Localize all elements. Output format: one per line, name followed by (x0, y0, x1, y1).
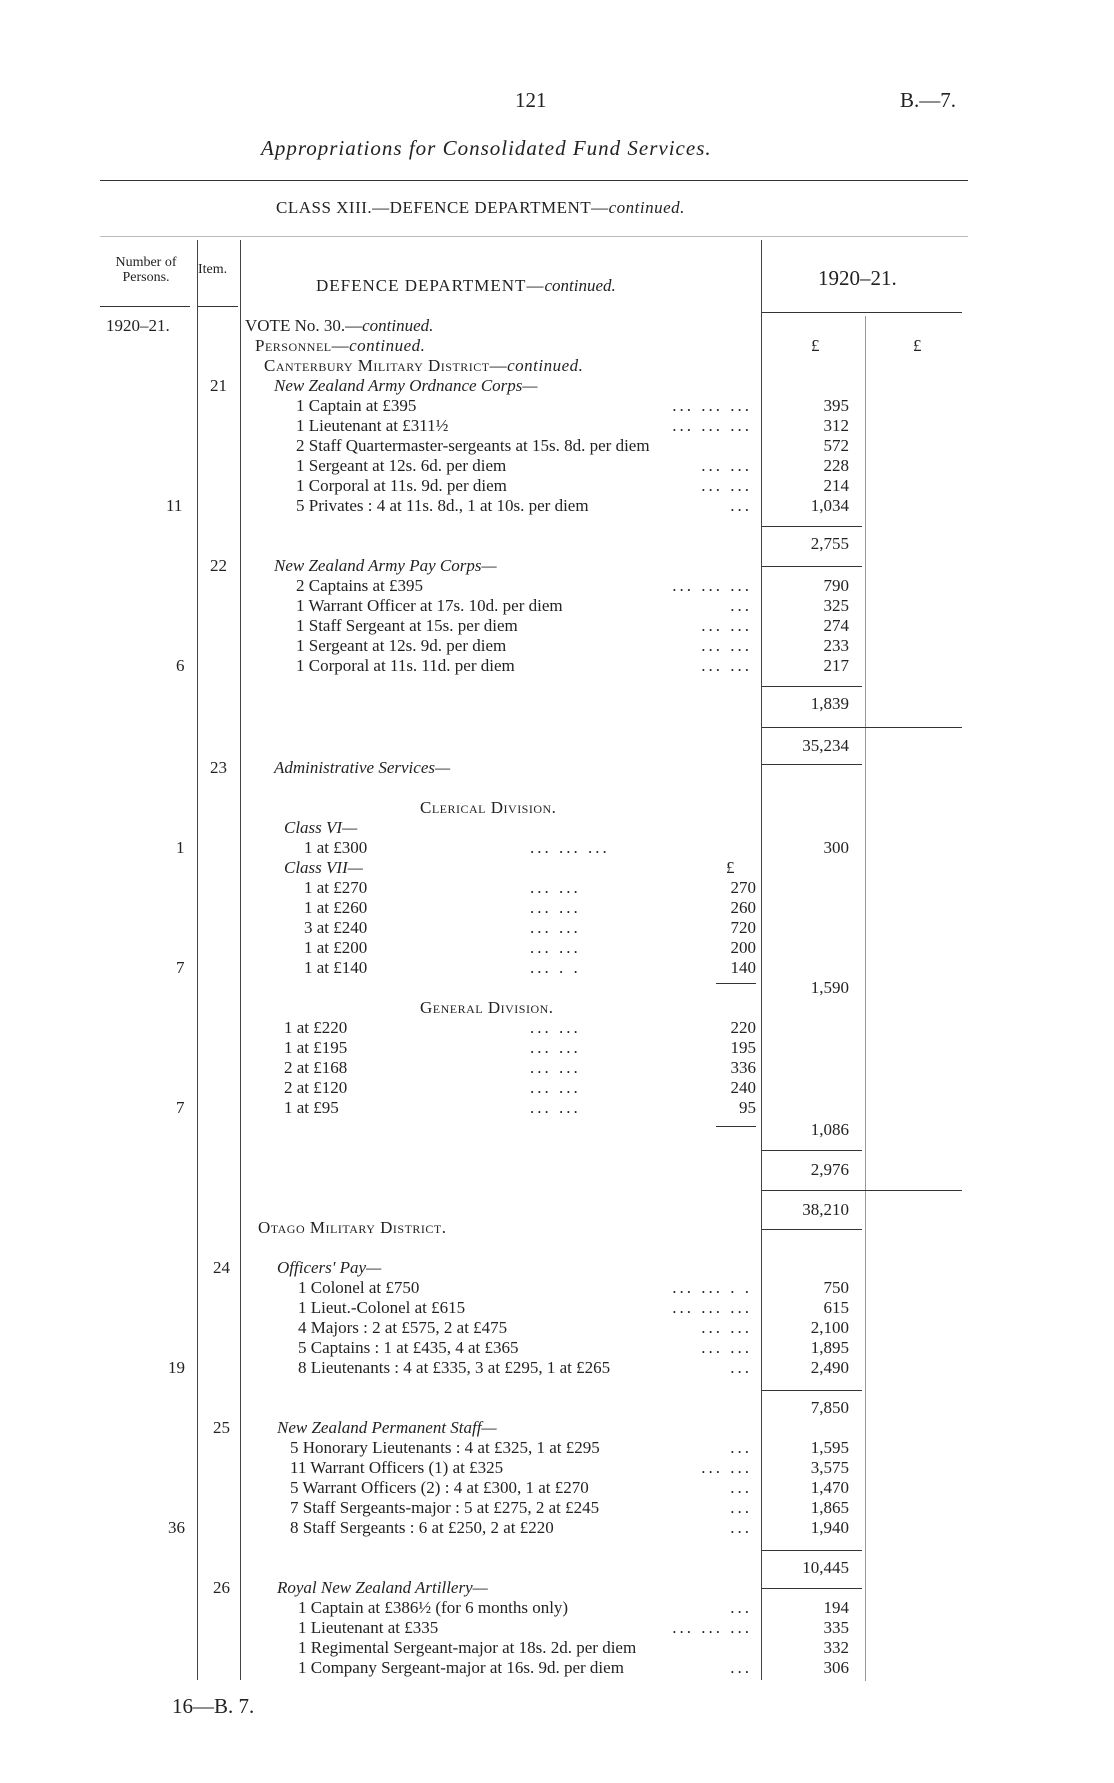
department-header-text: DEFENCE DEPARTMENT— (316, 276, 545, 295)
sub-amount: 200 (730, 938, 756, 957)
class6-row (304, 838, 367, 858)
line-item-amount: 1,470 (810, 1478, 849, 1497)
leader-dots: ... (730, 1478, 752, 1497)
line-item-text: 5 Warrant Officers (2) : 4 at £300, 1 at £270 (290, 1478, 589, 1497)
personnel-heading-suffix: continued. (349, 336, 426, 355)
leader-dots: ... ... (530, 898, 581, 917)
line-item-amount: 790 (823, 576, 849, 595)
subtotal-rule (762, 1550, 862, 1551)
item21-heading: New Zealand Army Ordnance Corps— (274, 376, 538, 395)
line-item-amount: 615 (823, 1298, 849, 1317)
line-item-text: 1 at £195 (284, 1038, 348, 1057)
line-item-text: 1 Lieut.-Colonel at £615 (298, 1298, 466, 1317)
grand-total: 38,210 (802, 1200, 849, 1219)
leader-dots: ... (730, 1438, 752, 1457)
line-item-amount: 217 (823, 656, 849, 675)
class7-label: Class VII— (284, 858, 363, 877)
line-item-amount: 332 (823, 1638, 849, 1657)
sub-amount: 140 (730, 958, 756, 977)
leader-dots: ... (730, 1658, 752, 1677)
line-item-text: 1 at £220 (284, 1018, 348, 1037)
item24-persons: 19 (168, 1358, 185, 1377)
class6-leader-dots: ... ... ... (530, 838, 610, 857)
sub-amount: 720 (730, 918, 756, 937)
item22-heading: New Zealand Army Pay Corps— (274, 556, 497, 575)
line-item-text: 4 Majors : 2 at £575, 2 at £475 (298, 1318, 508, 1337)
item24-total: 7,850 (810, 1398, 849, 1417)
line-item-text: 11 Warrant Officers (1) at £325 (290, 1458, 504, 1477)
page-title: Appropriations for Consolidated Fund Services. (261, 136, 712, 160)
leader-dots: ... . . (530, 958, 581, 977)
sub-amount: 336 (730, 1058, 756, 1077)
amount-column-rule (761, 240, 762, 1680)
line-item-text: 2 at £120 (284, 1078, 348, 1097)
leader-dots: ... ... (701, 1318, 752, 1337)
line-item-text: 8 Lieutenants : 4 at £335, 3 at £295, 1 at £265 (298, 1358, 611, 1377)
leader-dots: ... ... (530, 1078, 581, 1097)
item-number: 22 (210, 556, 227, 575)
general-division-heading: General Division. (420, 998, 554, 1017)
line-item-amount: 1,034 (810, 496, 849, 515)
general-sub-rule (716, 1126, 756, 1127)
leader-dots: ... ... (701, 616, 752, 635)
district-heading-suffix: continued. (507, 356, 584, 375)
leader-dots: ... ... (701, 656, 752, 675)
item25-heading: New Zealand Permanent Staff— (277, 1418, 497, 1437)
line-item-amount: 325 (823, 596, 849, 615)
line-item-text: 5 Honorary Lieutenants : 4 at £325, 1 at £295 (290, 1438, 600, 1457)
sub-amount: 270 (730, 878, 756, 897)
clerical-division-heading: Clerical Division. (420, 798, 557, 817)
class7-pound-sign: £ (726, 858, 735, 877)
leader-dots: ... (730, 1598, 752, 1617)
item-number: 21 (210, 376, 227, 395)
item-number: 23 (210, 758, 227, 777)
item-number: 25 (213, 1418, 230, 1437)
persons-column-header: Number of Persons. (115, 255, 177, 285)
otago-district-heading: Otago Military District. (258, 1218, 447, 1237)
leader-dots: ... ... (701, 456, 752, 475)
line-item-amount: 233 (823, 636, 849, 655)
leader-dots: ... (730, 1518, 752, 1537)
leader-dots: ... ... (530, 1018, 581, 1037)
year-column-header: 1920–21. (818, 266, 897, 290)
item21-total: 2,755 (810, 534, 849, 553)
sub-amount: 240 (730, 1078, 756, 1097)
leader-dots: ... ... (701, 476, 752, 495)
item-column-rule (240, 240, 241, 1680)
leader-dots: ... ... ... (672, 416, 752, 435)
line-item-amount: 750 (823, 1278, 849, 1297)
class7-total: 1,590 (810, 978, 849, 997)
leader-dots: ... (730, 596, 752, 615)
sub-amount: 220 (730, 1018, 756, 1037)
item25-persons: 36 (168, 1518, 185, 1537)
item-header-rule (198, 306, 238, 307)
class-heading-suffix: continued. (608, 198, 685, 217)
vote-heading-suffix: continued. (362, 316, 434, 335)
pound-sign-amount: £ (811, 336, 820, 355)
subtotal-rule (762, 1150, 862, 1151)
line-item-amount: 306 (823, 1658, 849, 1677)
class7-persons: 7 (176, 958, 185, 977)
personnel-heading-text: Personnel— (255, 336, 350, 355)
item23-total: 2,976 (810, 1160, 849, 1179)
item22-total: 1,839 (810, 694, 849, 713)
line-item-text: 5 Captains : 1 at £435, 4 at £365 (298, 1338, 519, 1357)
sub-amount: 260 (730, 898, 756, 917)
leader-dots: ... ... ... (672, 1618, 752, 1637)
title-rule (100, 180, 968, 181)
line-item-text: 1 at £270 (304, 878, 368, 897)
line-item-amount: 1,895 (810, 1338, 849, 1357)
leader-dots: ... ... (701, 636, 752, 655)
document-reference: B.—7. (900, 88, 957, 112)
item24-heading: Officers' Pay— (277, 1258, 382, 1277)
line-item-text: 1 at £95 (284, 1098, 339, 1117)
table-top-rule (100, 236, 968, 237)
vote-heading (245, 316, 433, 336)
line-item-text: 1 Lieutenant at £335 (298, 1618, 439, 1637)
sub-amount: 195 (730, 1038, 756, 1057)
line-item-amount: 1,865 (810, 1498, 849, 1517)
department-column-header (316, 276, 616, 296)
line-item-text: 1 Corporal at 11s. 9d. per diem (296, 476, 507, 495)
line-item-text: 1 Warrant Officer at 17s. 10d. per diem (296, 596, 563, 615)
district-total-rule (762, 727, 962, 728)
class6-amount: 300 (823, 838, 849, 857)
item-column-header: Item. (198, 262, 228, 277)
leader-dots: ... ... (701, 1338, 752, 1357)
persons-header-rule (100, 306, 190, 307)
persons-column-rule (197, 240, 198, 1680)
line-item-amount: 1,595 (810, 1438, 849, 1457)
leader-dots: ... (730, 1358, 752, 1377)
line-item-text: 2 Captains at £395 (296, 576, 424, 595)
grand-total-underline (762, 1229, 862, 1230)
line-item-text: 1 Captain at £395 (296, 396, 417, 415)
line-item-amount: 395 (823, 396, 849, 415)
line-item-text: 1 Regimental Sergeant-major at 18s. 2d. per diem (298, 1638, 637, 1657)
line-item-text: 1 Lieutenant at £311½ (296, 416, 449, 435)
total-rule (762, 1588, 862, 1589)
item-number: 24 (213, 1258, 230, 1277)
line-item-text: 8 Staff Sergeants : 6 at £250, 2 at £220 (290, 1518, 554, 1537)
line-item-text: 1 Sergeant at 12s. 9d. per diem (296, 636, 507, 655)
leader-dots: ... ... (530, 1038, 581, 1057)
leader-dots: ... ... (701, 1458, 752, 1477)
item-number: 26 (213, 1578, 230, 1597)
line-item-text: 3 at £240 (304, 918, 368, 937)
sub-amount: 95 (739, 1098, 756, 1117)
class6-label: Class VI— (284, 818, 358, 837)
line-item-text: 1 Company Sergeant-major at 16s. 9d. per diem (298, 1658, 624, 1677)
class6-row-text: 1 at £300 (304, 838, 368, 857)
line-item-amount: 194 (823, 1598, 849, 1617)
leader-dots: ... ... ... (672, 1298, 752, 1317)
line-item-text: 2 Staff Quartermaster-sergeants at 15s. 8d. per diem (296, 436, 650, 455)
line-item-amount: 274 (823, 616, 849, 635)
class7-sub-rule (716, 983, 756, 984)
district-total: 35,234 (802, 736, 849, 755)
leader-dots: ... (730, 496, 752, 515)
leader-dots: ... ... (530, 878, 581, 897)
leader-dots: ... ... (530, 918, 581, 937)
line-item-text: 1 Corporal at 11s. 11d. per diem (296, 656, 515, 675)
page-number: 121 (515, 88, 547, 112)
class-heading (276, 198, 685, 218)
line-item-amount: 228 (823, 456, 849, 475)
total-column-rule (865, 316, 866, 1681)
footer-signature: 16—B. 7. (172, 1694, 255, 1718)
line-item-text: 1 at £140 (304, 958, 368, 977)
vote-heading-text: VOTE No. 30.— (245, 316, 363, 335)
subtotal-rule (762, 686, 862, 687)
district-heading (264, 356, 583, 376)
line-item-amount: 2,100 (810, 1318, 849, 1337)
item25-total: 10,445 (802, 1558, 849, 1577)
grand-total-rule (762, 1190, 962, 1191)
line-item-text: 1 Staff Sergeant at 15s. per diem (296, 616, 518, 635)
item21-persons: 11 (166, 496, 183, 515)
leader-dots: ... ... . . (672, 1278, 752, 1297)
line-item-amount: 1,940 (810, 1518, 849, 1537)
general-persons: 7 (176, 1098, 185, 1117)
personnel-heading (255, 336, 425, 356)
item22-persons: 6 (176, 656, 185, 675)
line-item-text: 1 at £260 (304, 898, 368, 917)
district-heading-text: Canterbury Military District— (264, 356, 508, 375)
total-rule (762, 566, 862, 567)
class-heading-text: CLASS XIII.—DEFENCE DEPARTMENT— (276, 198, 609, 217)
leader-dots: ... ... (530, 938, 581, 957)
line-item-text: 5 Privates : 4 at 11s. 8d., 1 at 10s. per diem (296, 496, 589, 515)
year-header-rule (762, 312, 962, 313)
persons-year-label: 1920–21. (106, 316, 170, 335)
department-header-suffix: continued. (544, 276, 616, 295)
line-item-amount: 2,490 (810, 1358, 849, 1377)
line-item-amount: 335 (823, 1618, 849, 1637)
line-item-text: 7 Staff Sergeants-major : 5 at £275, 2 at £245 (290, 1498, 600, 1517)
class6-persons: 1 (176, 838, 185, 857)
item26-heading: Royal New Zealand Artillery— (277, 1578, 488, 1597)
leader-dots: ... ... ... (672, 396, 752, 415)
leader-dots: ... ... (530, 1098, 581, 1117)
line-item-text: 1 at £200 (304, 938, 368, 957)
leader-dots: ... ... ... (672, 576, 752, 595)
item23-heading: Administrative Services— (274, 758, 451, 777)
district-total-underline (762, 764, 862, 765)
line-item-text: 1 Sergeant at 12s. 6d. per diem (296, 456, 507, 475)
subtotal-rule (762, 1390, 862, 1391)
line-item-amount: 214 (823, 476, 849, 495)
leader-dots: ... ... (530, 1058, 581, 1077)
pound-sign-total: £ (913, 336, 922, 355)
line-item-text: 2 at £168 (284, 1058, 348, 1077)
line-item-text: 1 Captain at £386½ (for 6 months only) (298, 1598, 569, 1617)
line-item-amount: 312 (823, 416, 849, 435)
leader-dots: ... (730, 1498, 752, 1517)
line-item-amount: 572 (823, 436, 849, 455)
line-item-amount: 3,575 (810, 1458, 849, 1477)
subtotal-rule (762, 526, 862, 527)
line-item-text: 1 Colonel at £750 (298, 1278, 420, 1297)
general-total: 1,086 (810, 1120, 849, 1139)
